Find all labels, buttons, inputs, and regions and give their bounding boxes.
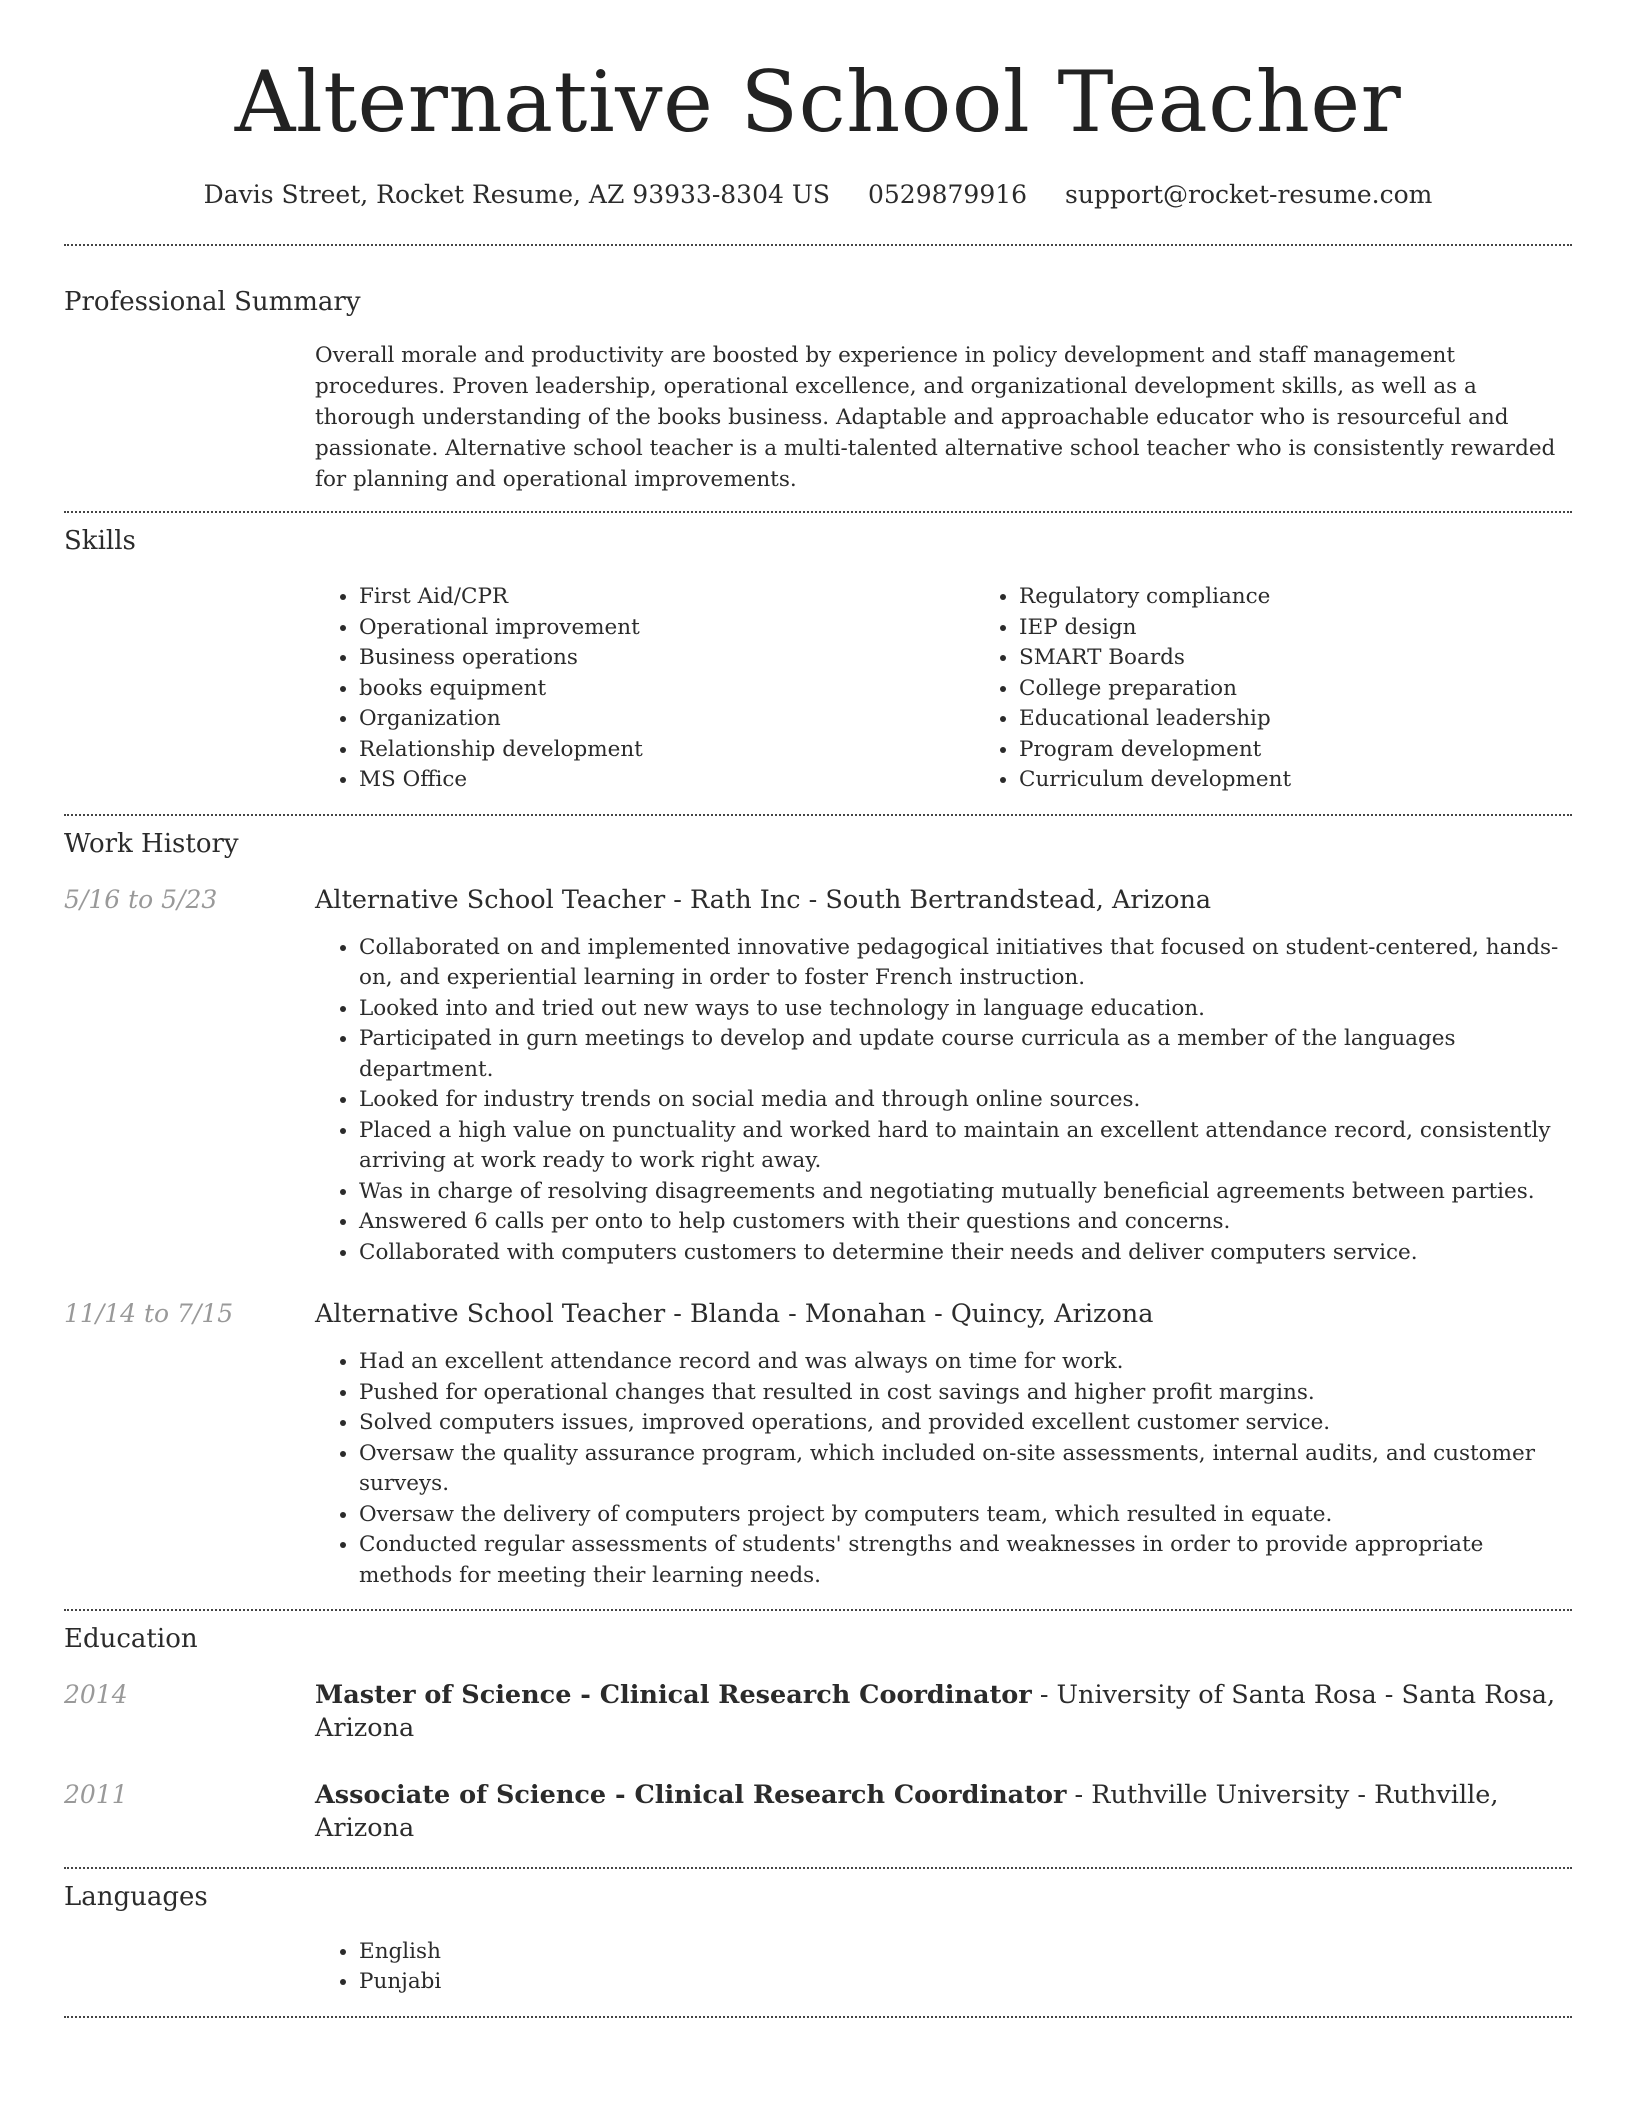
job-bullets (315, 1347, 1572, 1591)
skills-section (64, 513, 1572, 796)
work-section (64, 816, 1572, 1592)
education-year: 2014 (64, 1680, 128, 1710)
list-item: • Looked for industry trends on social media and through online sources. (359, 1085, 1572, 1116)
list-item: • First Aid/CPR (359, 582, 975, 613)
job-entry (64, 1298, 1572, 1591)
email: support@rocket-resume.com (1065, 179, 1433, 209)
education-heading (315, 1779, 1572, 1845)
list-item: • books equipment (359, 674, 975, 705)
languages-section (64, 1869, 1572, 1998)
list-item: • Educational leadership (1019, 704, 1632, 735)
languages-list (315, 1937, 1572, 1998)
list-item: • Curriculum development (1019, 765, 1632, 796)
job-dates: 11/14 to 7/15 (64, 1299, 234, 1329)
school: - University of Santa Rosa - Santa Rosa, Arizona (315, 1680, 1556, 1744)
divider (64, 2016, 1572, 2018)
list-item: • Relationship development (359, 735, 975, 766)
section-title-skills: Skills (64, 525, 136, 556)
phone: 0529879916 (868, 179, 1028, 209)
education-heading (315, 1679, 1572, 1745)
list-item: • Looked into and tried out new ways to use technology in language education. (359, 994, 1572, 1025)
resume-page (64, 0, 1572, 2018)
summary-section (64, 246, 1572, 495)
skills-list-right (975, 582, 1632, 796)
section-title-education: Education (64, 1624, 198, 1655)
job-dates: 5/16 to 5/23 (64, 884, 218, 914)
list-item: • Organization (359, 704, 975, 735)
list-item: • Collaborated with computers customers to determine their needs and deliver computers service. (359, 1238, 1572, 1269)
list-item: • IEP design (1019, 613, 1632, 644)
job-bullets (315, 933, 1572, 1269)
summary-text: Overall morale and productivity are boosted by experience in policy development and staff management procedures. Proven leadership, operational excellence, and organizational development skills, as well as a thorough understanding of the books business. Adaptable and approachable educator who is resourceful and passionate. Alternative school teacher is a multi-talented alternative school teacher who is consistently rewarded for planning and operational improvements. (315, 342, 1556, 492)
list-item: • Operational improvement (359, 613, 975, 644)
list-item: • Pushed for operational changes that resulted in cost savings and higher profit margins. (359, 1378, 1572, 1409)
list-item: • Was in charge of resolving disagreements and negotiating mutually beneficial agreements between parties. (359, 1177, 1572, 1208)
section-title-summary: Professional Summary (64, 286, 361, 317)
list-item: • SMART Boards (1019, 643, 1632, 674)
list-item: • MS Office (359, 765, 975, 796)
school: - Ruthville University - Ruthville, Arizona (315, 1779, 1499, 1843)
list-item: • Placed a high value on punctuality and worked hard to maintain an excellent attendance record, consistently arriving at work ready to work right away. (359, 1116, 1572, 1177)
education-year: 2011 (64, 1779, 128, 1809)
list-item: • English (359, 1937, 1572, 1968)
section-title-work: Work History (64, 828, 239, 859)
list-item: • Oversaw the quality assurance program, which included on-site assessments, internal audits, and customer surveys. (359, 1439, 1572, 1500)
list-item: • Collaborated on and implemented innovative pedagogical initiatives that focused on student-centered, hands-on, and experiential learning in order to foster French instruction. (359, 933, 1572, 994)
list-item: • Solved computers issues, improved operations, and provided excellent customer service. (359, 1408, 1572, 1439)
list-item: • College preparation (1019, 674, 1632, 705)
list-item: • Punjabi (359, 1967, 1572, 1998)
candidate-name: Alternative School Teacher (234, 53, 1402, 151)
education-entry (64, 1779, 1572, 1845)
list-item: • Program development (1019, 735, 1632, 766)
job-heading: Alternative School Teacher - Blanda - Monahan - Quincy, Arizona (315, 1299, 1154, 1330)
list-item: • Oversaw the delivery of computers project by computers team, which resulted in equate. (359, 1500, 1572, 1531)
degree: Master of Science - Clinical Research Coordinator (315, 1680, 1032, 1711)
list-item: • Participated in gurn meetings to develop and update course curricula as a member of the languages department. (359, 1024, 1572, 1085)
list-item: • Conducted regular assessments of students' strengths and weaknesses in order to provide appropriate methods for meeting their learning needs. (359, 1530, 1572, 1591)
job-heading: Alternative School Teacher - Rath Inc - South Bertrandstead, Arizona (315, 884, 1212, 915)
job-entry (64, 884, 1572, 1269)
skills-list-left (315, 582, 975, 796)
education-entry (64, 1679, 1572, 1745)
list-item: • Business operations (359, 643, 975, 674)
list-item: • Answered 6 calls per onto to help customers with their questions and concerns. (359, 1207, 1572, 1238)
degree: Associate of Science - Clinical Research Coordinator (315, 1779, 1067, 1810)
list-item: • Had an excellent attendance record and was always on time for work. (359, 1347, 1572, 1378)
list-item: • Regulatory compliance (1019, 582, 1632, 613)
education-section (64, 1611, 1572, 1844)
address: Davis Street, Rocket Resume, AZ 93933-8304 US (203, 179, 831, 209)
contact-line (64, 177, 1572, 212)
section-title-languages: Languages (64, 1881, 208, 1912)
